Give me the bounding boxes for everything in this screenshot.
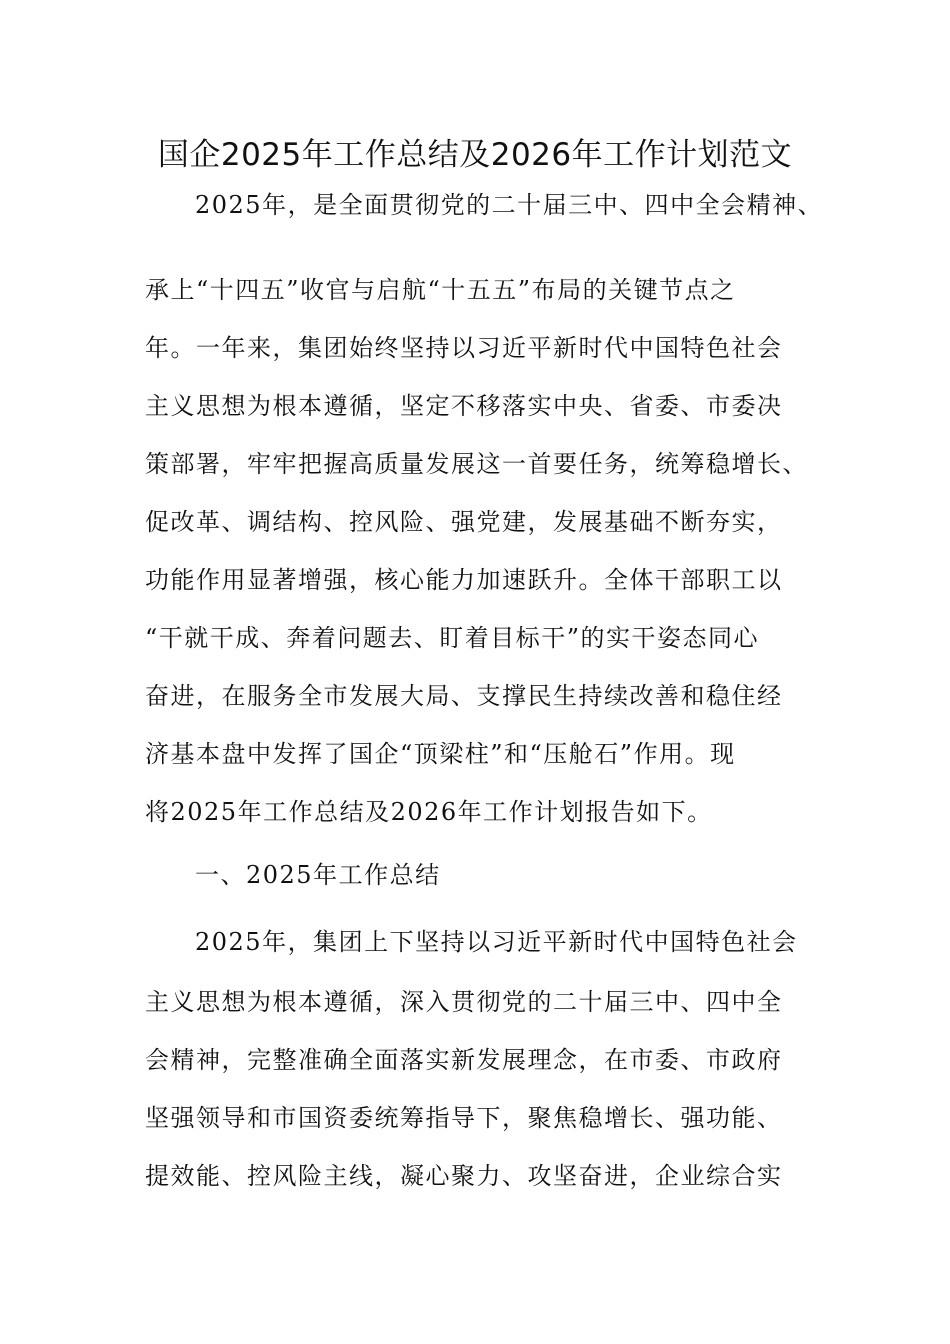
paragraph-line: 年。一年来，集团始终坚持以习近平新时代中国特色社会 <box>145 334 783 362</box>
paragraph-line: 促改革、调结构、控风险、强党建，发展基础不断夯实， <box>145 508 783 536</box>
paragraph-line: 主义思想为根本遵循，坚定不移落实中央、省委、市委决 <box>145 392 783 420</box>
paragraph-line: 2025年，集团上下坚持以习近平新时代中国特色社会 <box>195 928 798 956</box>
paragraph-line: 2025年，是全面贯彻党的二十届三中、四中全会精神、 <box>195 191 824 219</box>
paragraph-line: 承上“十四五”收官与启航“十五五”布局的关键节点之 <box>145 276 736 304</box>
paragraph-line: 济基本盘中发挥了国企“顶梁柱”和“压舱石”作用。现 <box>145 740 736 768</box>
paragraph-line: 坚强领导和市国资委统筹指导下，聚焦稳增长、强功能、 <box>145 1104 783 1132</box>
paragraph-line: 会精神，完整准确全面落实新发展理念，在市委、市政府 <box>145 1046 783 1074</box>
paragraph-line: 奋进，在服务全市发展大局、支撑民生持续改善和稳住经 <box>145 682 783 710</box>
paragraph-line: 将2025年工作总结及2026年工作计划报告如下。 <box>145 798 713 826</box>
paragraph-line: 主义思想为根本遵循，深入贯彻党的二十届三中、四中全 <box>145 988 783 1016</box>
paragraph-line: 提效能、控风险主线，凝心聚力、攻坚奋进，企业综合实 <box>145 1162 783 1190</box>
section-heading: 一、2025年工作总结 <box>195 861 441 889</box>
document-title: 国企2025年工作总结及2026年工作计划范文 <box>157 137 793 173</box>
paragraph-line: 策部署，牢牢把握高质量发展这一首要任务，统筹稳增长、 <box>145 450 808 478</box>
paragraph-line: “干就干成、奔着问题去、盯着目标干”的实干姿态同心 <box>145 624 760 652</box>
paragraph-line: 功能作用显著增强，核心能力加速跃升。全体干部职工以 <box>145 566 783 594</box>
